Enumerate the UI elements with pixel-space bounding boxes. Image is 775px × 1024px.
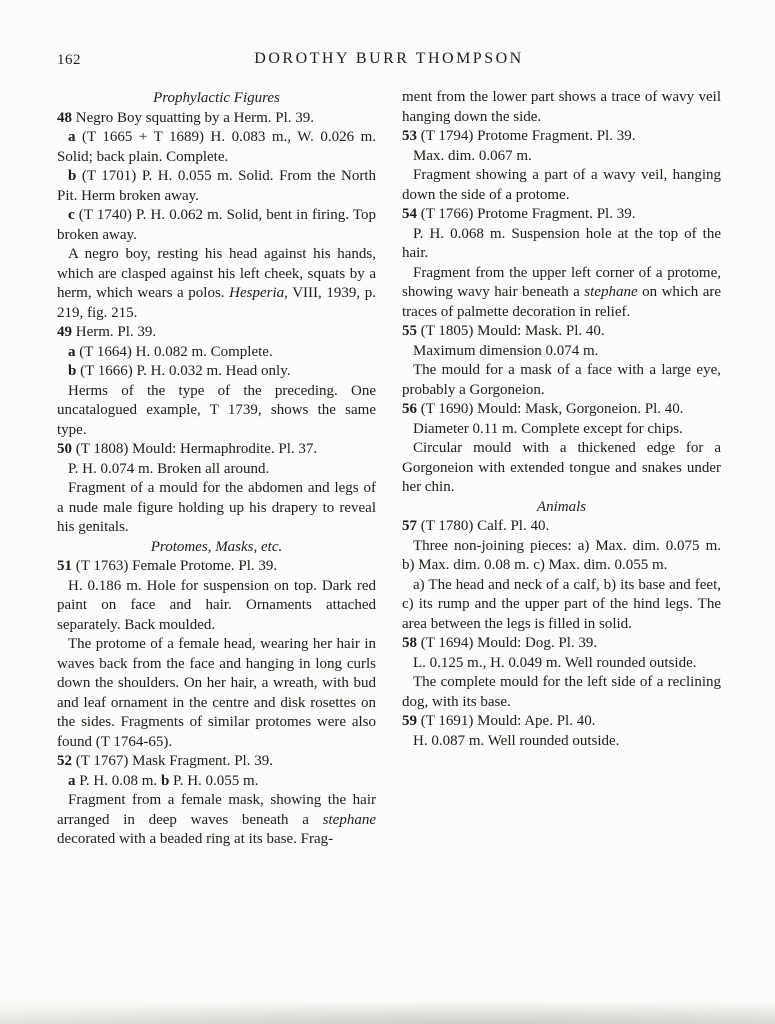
bold-run: 59	[402, 713, 417, 729]
bold-run: b	[68, 363, 77, 379]
bold-run: a	[68, 343, 76, 360]
bold-run: 54	[402, 206, 417, 222]
entry-description: Fragment of a mould for the abdomen and legs of a nude male figure holding up his drapery to reveal his genitals.	[57, 480, 376, 535]
bold-run: a	[68, 129, 76, 145]
italic-run: stephane	[584, 284, 638, 300]
running-head: DOROTHY BURR THOMPSON	[254, 50, 524, 67]
entry-description: Fragment from the upper left corner of a protome, showing wavy hair beneath a stephane on which are traces of palmette decoration in relief.	[402, 264, 721, 320]
bold-run: 57	[402, 518, 417, 534]
entry-description: Herms of the type of the preceding. One uncatalogued example, T 1739, shows the same type.	[57, 382, 376, 438]
entry-dimensions: a (T 1664) H. 0.082 m. Complete.	[68, 343, 273, 360]
entry-dimensions: Three non-joining pieces: a) Max. dim. 0.075 m. b) Max. dim. 0.08 m. c) Max. dim. 0.055 m.	[402, 537, 721, 573]
entry-dimensions: Maximum dimension 0.074 m.	[413, 342, 599, 359]
bold-run: 55	[402, 323, 417, 339]
left-column	[57, 88, 376, 850]
entry-head: 51 (T 1763) Female Protome. Pl. 39.	[57, 558, 278, 574]
section-heading: Protomes, Masks, etc.	[150, 538, 283, 555]
bold-run: 51	[57, 558, 72, 574]
entry-description: a) The head and neck of a calf, b) its base and feet, c) its rump and the upper part of the hind legs. The area between the legs is filled in solid.	[402, 576, 721, 632]
entry-dimensions: P. H. 0.068 m. Suspension hole at the top of the hair.	[402, 225, 721, 261]
entry-head: 52 (T 1767) Mask Fragment. Pl. 39.	[57, 753, 273, 769]
entry-dimensions: c (T 1740) P. H. 0.062 m. Solid, bent in firing. Top broken away.	[57, 207, 376, 243]
entry-dimensions: b (T 1701) P. H. 0.055 m. Solid. From the North Pit. Herm broken away.	[57, 168, 376, 204]
entry-head: 48 Negro Boy squatting by a Herm. Pl. 39.	[57, 109, 315, 126]
italic-run: Hesperia	[229, 285, 285, 301]
entry-head: 56 (T 1690) Mould: Mask, Gorgoneion. Pl. 40.	[402, 401, 684, 417]
italic-run: stephane	[322, 811, 376, 828]
bold-run: 48	[57, 109, 72, 126]
section-heading: Animals	[536, 498, 587, 515]
entry-description: Circular mould with a thickened edge for a Gorgoneion with extended tongue and snakes under her chin.	[402, 440, 721, 495]
entry-head: 53 (T 1794) Protome Fragment. Pl. 39.	[402, 128, 636, 144]
text-columns	[57, 88, 721, 850]
page-number: 162	[57, 52, 81, 68]
page-edge-shadow	[0, 998, 775, 1024]
continuation-paragraph: ment from the lower part shows a trace of wavy veil hanging down the side.	[402, 89, 721, 125]
bold-run: 58	[402, 635, 417, 651]
entry-head: 54 (T 1766) Protome Fragment. Pl. 39.	[402, 206, 636, 222]
right-column	[402, 88, 721, 850]
entry-head: 55 (T 1805) Mould: Mask. Pl. 40.	[402, 323, 605, 339]
entry-dimensions: b (T 1666) P. H. 0.032 m. Head only.	[68, 363, 291, 379]
entry-description: The mould for a mask of a face with a large eye, probably a Gorgoneion.	[402, 362, 721, 398]
bold-run: c	[68, 207, 75, 223]
entry-description: Fragment from a female mask, showing the hair arranged in deep waves beneath a stephane decorated with a beaded ring at its base. Frag-	[57, 792, 376, 847]
entry-head: 57 (T 1780) Calf. Pl. 40.	[402, 518, 550, 534]
entry-dimensions: a (T 1665 + T 1689) H. 0.083 m., W. 0.026 m. Solid; back plain. Complete.	[57, 129, 376, 165]
page-header	[57, 50, 721, 72]
bold-run: 56	[402, 401, 417, 417]
bold-run: b	[68, 168, 77, 184]
bold-run: a	[68, 772, 76, 789]
entry-head: 59 (T 1691) Mould: Ape. Pl. 40.	[402, 713, 596, 729]
entry-description: The complete mould for the left side of a reclining dog, with its base.	[402, 674, 721, 710]
entry-head: 50 (T 1808) Mould: Hermaphrodite. Pl. 37.	[57, 441, 318, 457]
entry-dimensions: Diameter 0.11 m. Complete except for chips.	[413, 420, 683, 437]
entry-head: 58 (T 1694) Mould: Dog. Pl. 39.	[402, 635, 598, 651]
entry-dimensions: H. 0.186 m. Hole for suspension on top. Dark red paint on face and hair. Ornaments attached separately. Back moulded.	[57, 577, 376, 633]
entry-description: Fragment showing a part of a wavy veil, hanging down the side of a protome.	[402, 167, 721, 203]
entry-description: The protome of a female head, wearing her hair in waves back from the face and hanging in long curls down the shoulders. On her hair, a wreath, with bud and leaf ornament in the centre and disk rosettes on the sides. Fragments of similar protomes were also found (T 1764-65).	[57, 636, 376, 750]
entry-dimensions: a P. H. 0.08 m. b P. H. 0.055 m.	[68, 772, 259, 789]
entry-description: A negro boy, resting his head against his hands, which are clasped against his left cheek, squats by a herm, which wears a polos. Hesperia, VIII, 1939, p. 219, fig. 215.	[57, 246, 376, 321]
entry-dimensions: Max. dim. 0.067 m.	[413, 147, 532, 164]
bold-run: b	[160, 772, 170, 789]
entry-dimensions: H. 0.087 m. Well rounded outside.	[413, 732, 620, 749]
bold-run: 50	[57, 441, 72, 457]
bold-run: 53	[402, 128, 417, 144]
entry-head: 49 Herm. Pl. 39.	[57, 324, 157, 340]
entry-dimensions: P. H. 0.074 m. Broken all around.	[68, 460, 270, 477]
entry-dimensions: L. 0.125 m., H. 0.049 m. Well rounded outside.	[413, 654, 697, 671]
section-heading: Prophylactic Figures	[153, 90, 280, 106]
bold-run: 52	[57, 753, 72, 769]
bold-run: 49	[57, 324, 72, 340]
